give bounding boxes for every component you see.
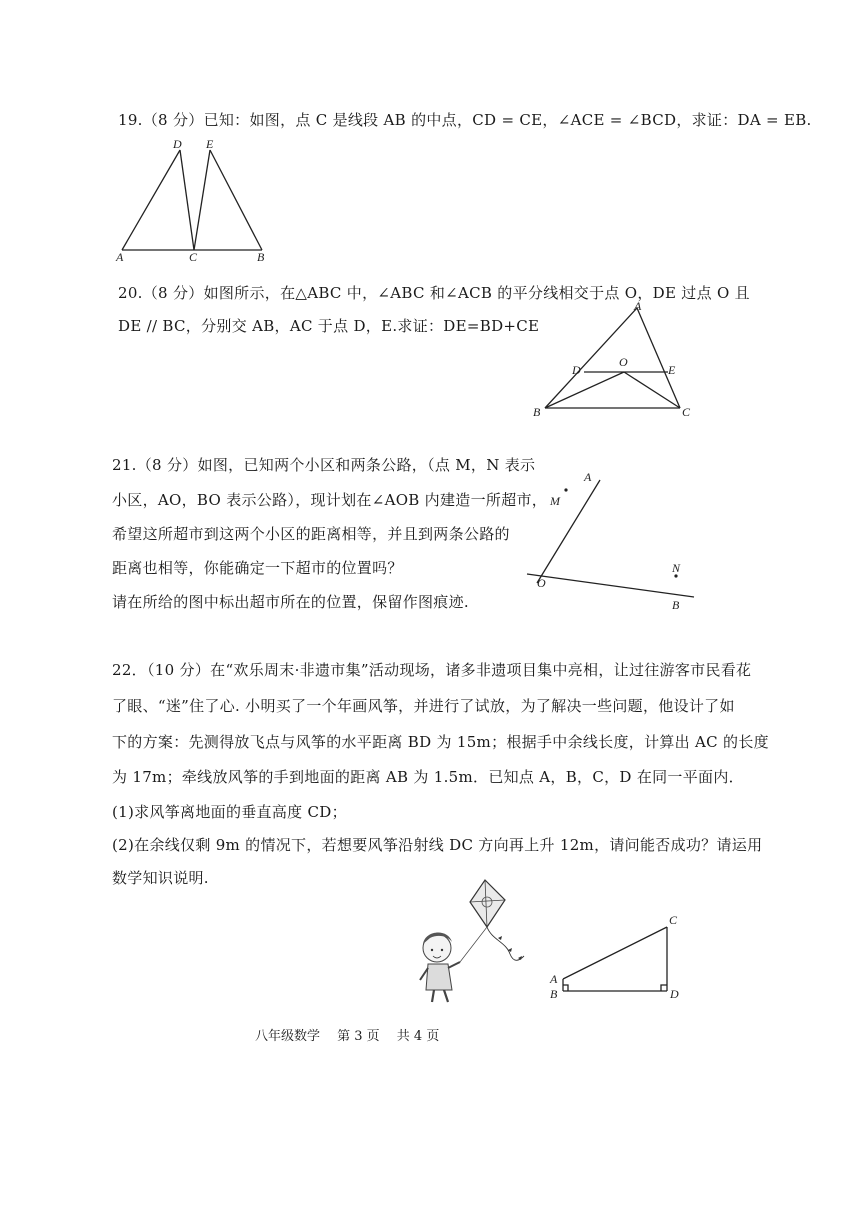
q21-line-3: 希望这所超市到这两个小区的距离相等，并且到两条公路的: [112, 525, 510, 543]
q21-figure: [520, 466, 705, 616]
q22-line-2: 了眼、“迷”住了心. 小明买了一个年画风筝，并进行了试放，为了解决一些问题，他设计了如: [112, 697, 735, 715]
q20-label-e: E: [668, 363, 676, 377]
q22-line-1: 22．（10 分）在“欢乐周末·非遗市集”活动现场，诸多非遗项目集中亮相，让过往游客市民看花: [112, 661, 752, 679]
q20-figure: [530, 298, 700, 426]
q20-label-c: C: [682, 405, 691, 419]
q22-label-b: B: [550, 987, 558, 1001]
q19-text: 19.（8 分）已知：如图，点 C 是线段 AB 的中点，CD = CE，∠ACE = ∠BCD，求证：DA = EB.: [118, 111, 812, 129]
q20-label-b: B: [533, 405, 541, 419]
q22-line-3: 下的方案：先测得放飞点与风筝的水平距离 BD 为 15m；根据手中余线长度，计算出 AC 的长度: [112, 733, 769, 751]
page-footer: 八年级数学 第 3 页 共 4 页: [255, 1029, 440, 1044]
kite-child-illustration: [410, 872, 535, 1007]
q20-label-d: D: [572, 363, 581, 377]
q22-line-4: 为 17m；牵线放风筝的手到地面的距离 AB 为 1.5m．已知点 A，B，C，D 在同一平面内．: [112, 768, 744, 786]
q21-label-b: B: [672, 598, 680, 612]
q22-label-c: C: [669, 913, 678, 927]
q21-label-m: M: [550, 494, 560, 508]
point-m: [564, 488, 567, 491]
q20-line-1: 20.（8 分）如图所示，在△ABC 中，∠ABC 和∠ACB 的平分线相交于点 O，DE 过点 O 且: [118, 284, 750, 302]
q22-line-5: (1)求风筝离地面的垂直高度 CD；: [112, 803, 347, 821]
q22-line-6: (2)在余线仅剩 9m 的情况下，若想要风筝沿射线 DC 方向再上升 12m，请问能否成功？请运用: [112, 836, 763, 854]
q21-label-o: O: [537, 576, 546, 590]
q20-label-o: O: [619, 355, 628, 369]
q19-label-a: A: [116, 250, 124, 264]
q21-line-5: 请在所给的图中标出超市所在的位置，保留作图痕迹.: [112, 593, 469, 611]
q19-label-c: C: [189, 250, 198, 264]
q22-label-a: A: [550, 972, 558, 986]
q19-label-e: E: [206, 137, 214, 151]
q19-label-b: B: [257, 250, 265, 264]
q20-label-a: A: [634, 299, 642, 313]
q20-line-2: DE // BC，分别交 AB，AC 于点 D，E.求证：DE=BD+CE: [118, 317, 540, 335]
q19-label-d: D: [173, 137, 182, 151]
q21-line-1: 21.（8 分）如图，已知两个小区和两条公路，（点 M，N 表示: [112, 456, 536, 474]
q21-line-4: 距离也相等，你能确定一下超市的位置吗？: [112, 559, 403, 577]
q21-label-a: A: [584, 470, 592, 484]
q22-figure: [545, 910, 690, 1005]
q21-label-n: N: [672, 561, 681, 575]
q21-line-2: 小区，AO，BO 表示公路），现计划在∠AOB 内建造一所超市，: [112, 491, 548, 509]
q22-line-7: 数学知识说明.: [112, 869, 209, 887]
q19-figure: [112, 138, 272, 263]
q22-label-d: D: [670, 987, 679, 1001]
